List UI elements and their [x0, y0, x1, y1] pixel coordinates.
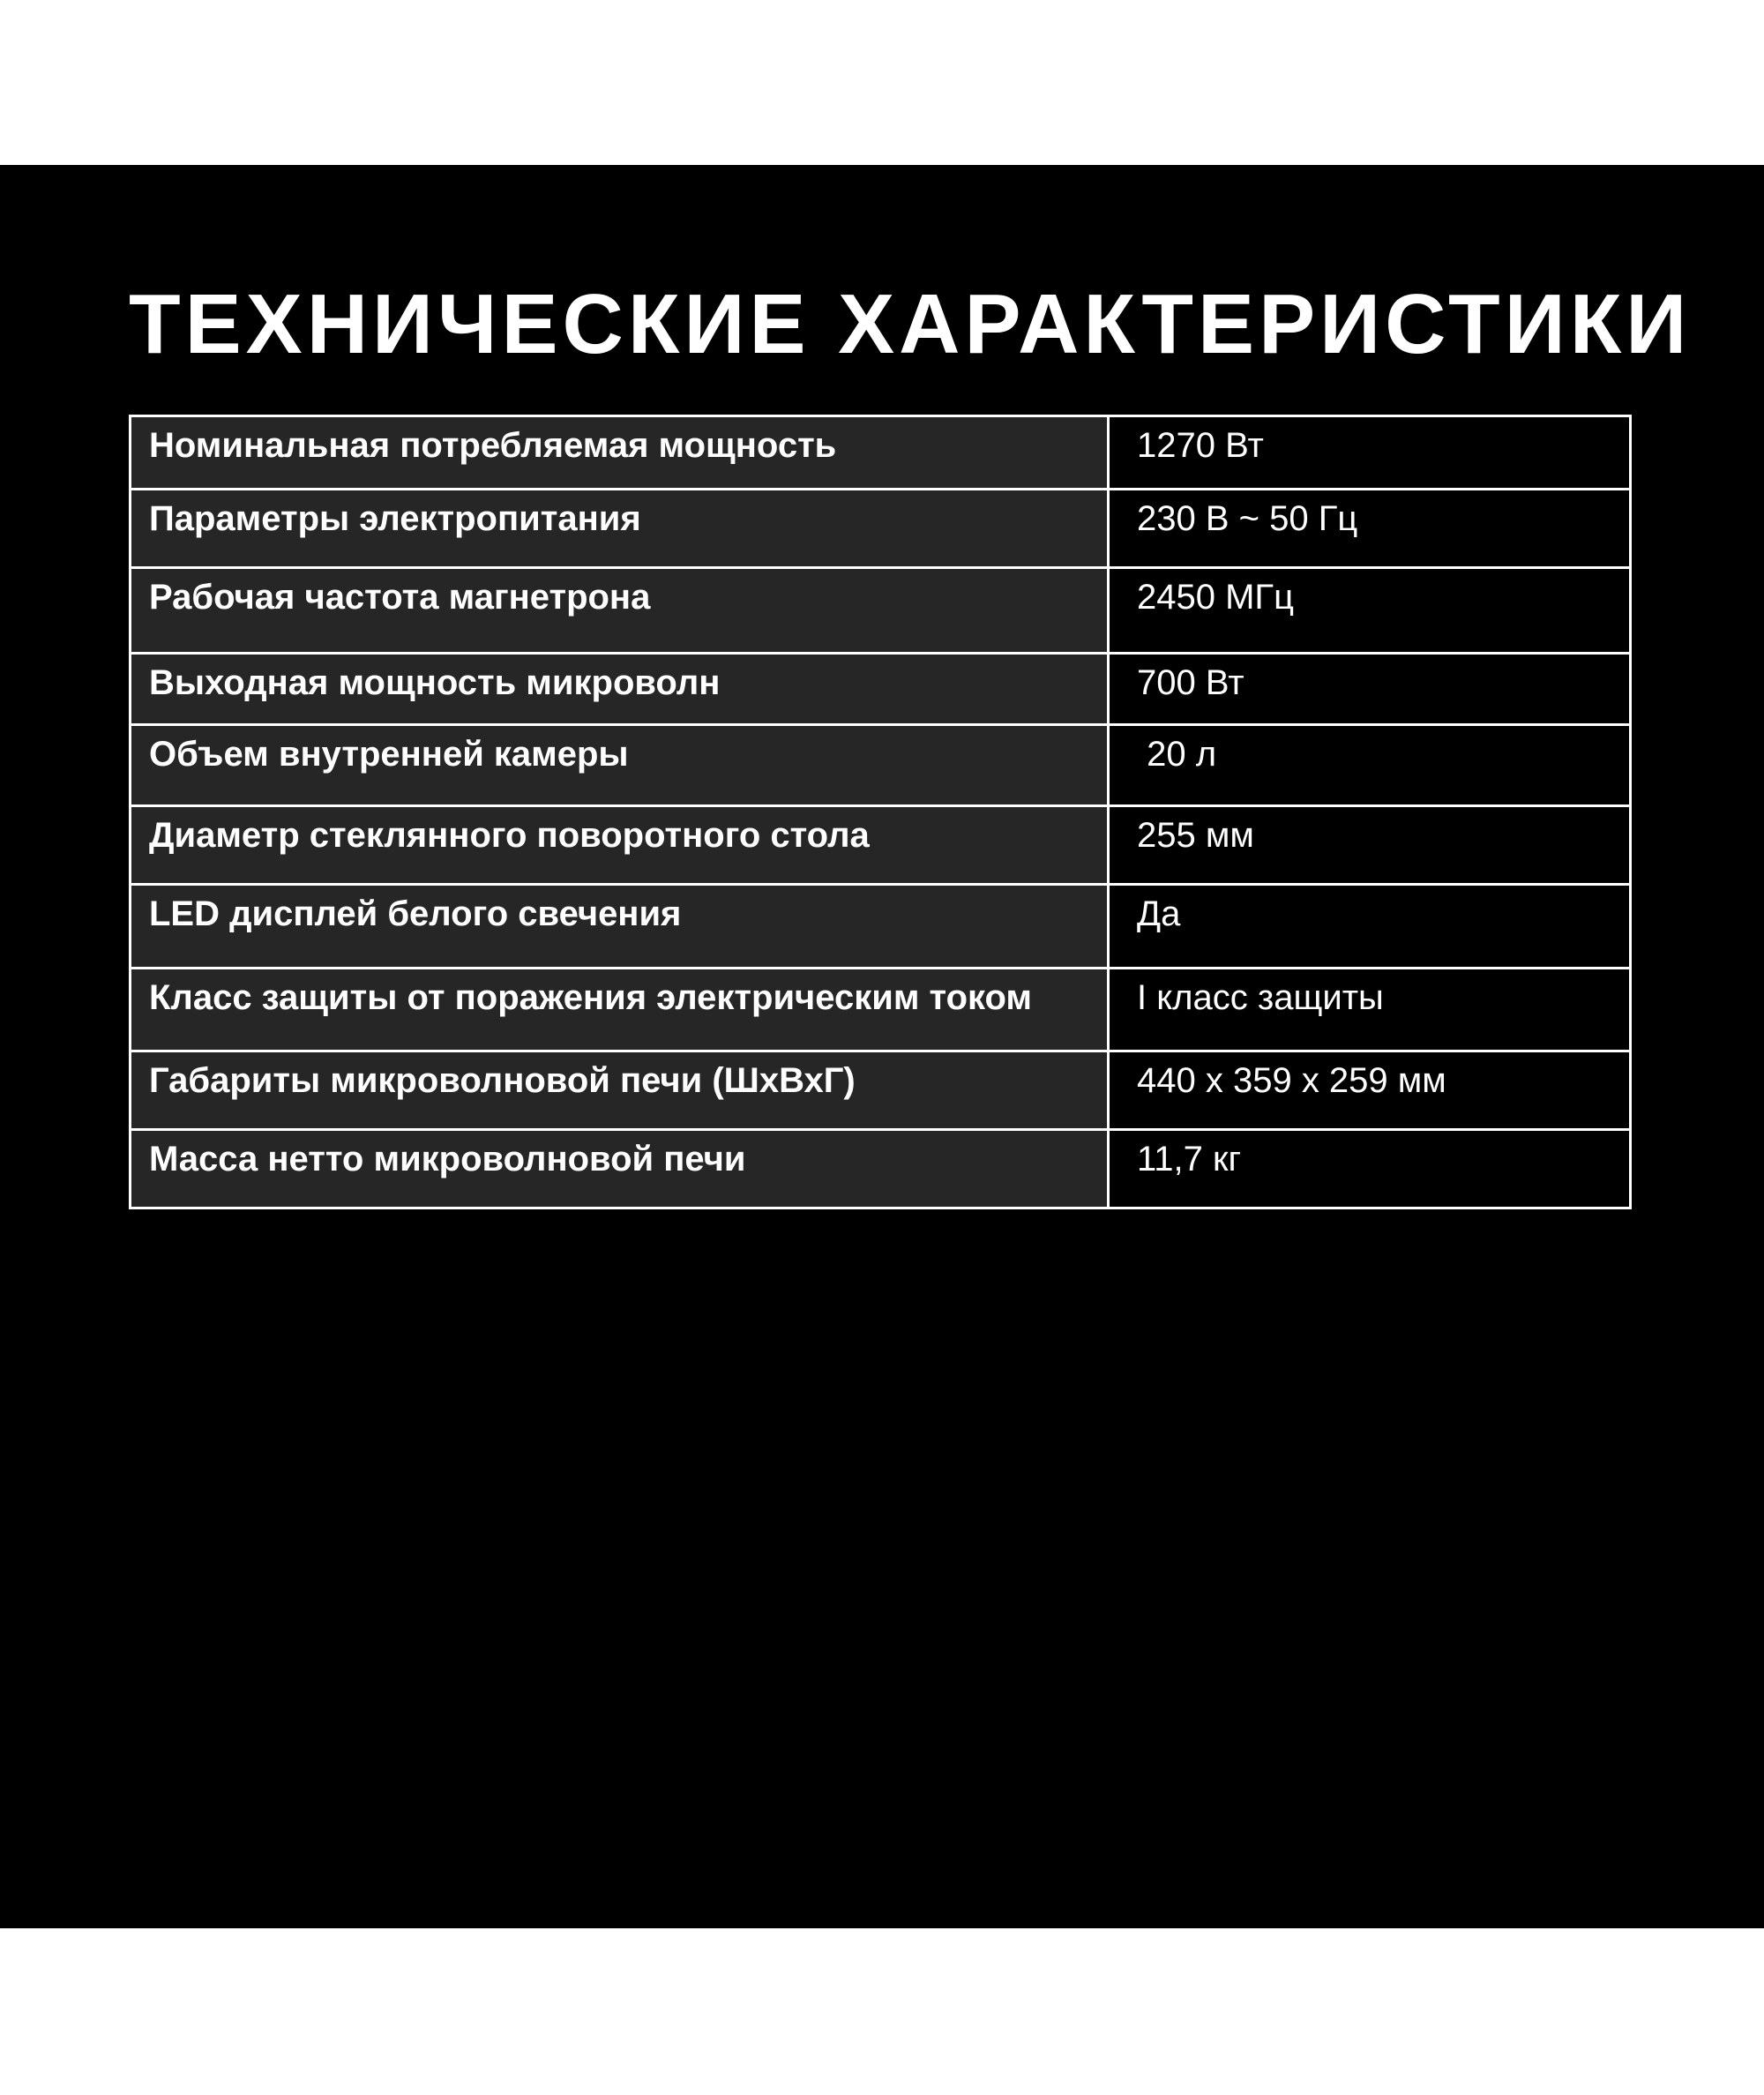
value-cell: 20 л	[1109, 725, 1631, 806]
param-cell: Параметры электропитания	[131, 490, 1109, 568]
param-cell: Рабочая частота магнетрона	[131, 568, 1109, 654]
table-row	[131, 806, 1631, 885]
value-cell: 440 х 359 х 259 мм	[1109, 1051, 1631, 1130]
table-row	[131, 1051, 1631, 1130]
value-cell: 255 мм	[1109, 806, 1631, 885]
spec-table	[129, 415, 1632, 1209]
page-title: ТЕХНИЧЕСКИЕ ХАРАКТЕРИСТИКИ	[129, 277, 1692, 371]
table-row	[131, 1130, 1631, 1208]
table-row	[131, 654, 1631, 725]
table-row	[131, 725, 1631, 806]
param-cell: Масса нетто микроволновой печи	[131, 1130, 1109, 1208]
value-cell: 230 В ~ 50 Гц	[1109, 490, 1631, 568]
value-cell: 2450 МГц	[1109, 568, 1631, 654]
table-row	[131, 490, 1631, 568]
param-cell: Класс защиты от поражения электрическим током	[131, 969, 1109, 1051]
value-cell: 11,7 кг	[1109, 1130, 1631, 1208]
param-cell: Объем внутренней камеры	[131, 725, 1109, 806]
param-cell: Диаметр стеклянного поворотного стола	[131, 806, 1109, 885]
table-row	[131, 969, 1631, 1051]
value-cell: Да	[1109, 885, 1631, 969]
table-row	[131, 885, 1631, 969]
value-cell: 700 Вт	[1109, 654, 1631, 725]
param-cell: LED дисплей белого свечения	[131, 885, 1109, 969]
table-row	[131, 568, 1631, 654]
param-cell: Габариты микроволновой печи (ШхВхГ)	[131, 1051, 1109, 1130]
param-cell: Номинальная потребляемая мощность	[131, 416, 1109, 490]
param-cell: Выходная мощность микроволн	[131, 654, 1109, 725]
value-cell: 1270 Вт	[1109, 416, 1631, 490]
value-cell: I класс защиты	[1109, 969, 1631, 1051]
table-row	[131, 416, 1631, 490]
